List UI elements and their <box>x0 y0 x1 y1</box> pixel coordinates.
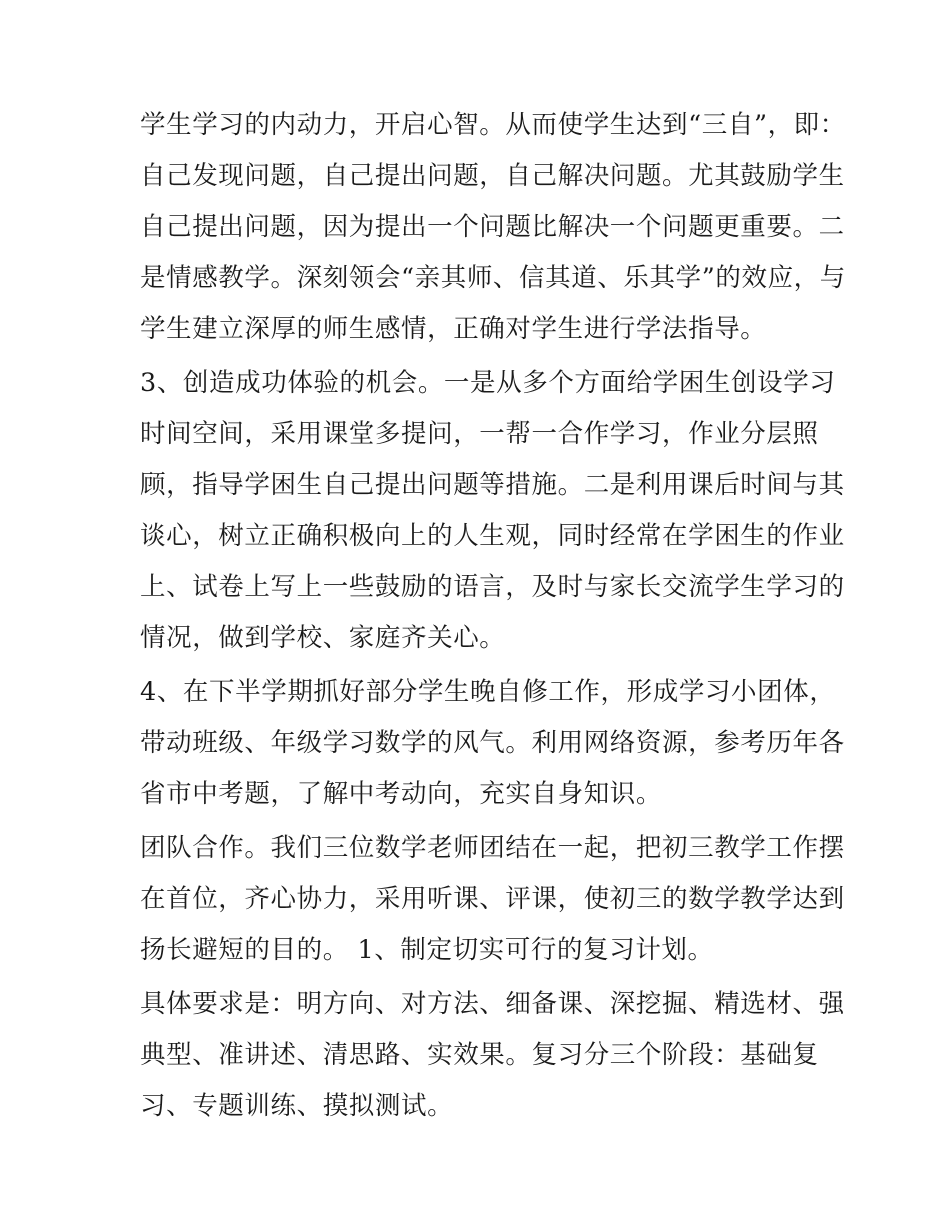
text-line: 时间空间，采用课堂多提问，一帮一合作学习，作业分层照 <box>140 419 819 449</box>
text-line: 典型、准讲述、清思路、实效果。复习分三个阶段：基础复 <box>140 1040 819 1070</box>
paragraph-2 <box>140 358 845 664</box>
text-line: 学生学习的内动力，开启心智。从而使学生达到“三自”，即： <box>140 110 846 140</box>
text-line: 学生建立深厚的师生感情，正确对学生进行学法指导。 <box>140 314 767 344</box>
text-line: 扬长避短的目的。 1、制定切实可行的复习计划。 <box>140 935 714 965</box>
text-line: 3、创造成功体验的机会。一是从多个方面给学困生创设学习 <box>140 368 836 398</box>
paragraph-3 <box>140 667 845 820</box>
text-line: 在首位，齐心协力，采用听课、评课，使初三的数学教学达到 <box>140 884 845 914</box>
text-line: 4、在下半学期抓好部分学生晚自修工作，形成学习小团体， <box>140 677 836 707</box>
text-line: 上、试卷上写上一些鼓励的语言，及时与家长交流学生学习的 <box>140 572 845 602</box>
text-line: 情况，做到学校、家庭齐关心。 <box>140 623 506 653</box>
text-line: 顾，指导学困生自己提出问题等措施。二是利用课后时间与其 <box>140 470 845 500</box>
paragraph-4 <box>140 823 845 976</box>
text-line: 团队合作。我们三位数学老师团结在一起，把初三教学工作摆 <box>140 833 845 863</box>
document-body <box>140 100 846 1132</box>
text-line: 省市中考题，了解中考动向，充实自身知识。 <box>140 779 663 809</box>
paragraph-1 <box>140 100 846 355</box>
text-line: 习、专题训练、摸拟测试。 <box>140 1091 454 1121</box>
text-line: 是情感教学。深刻领会“亲其师、信其道、乐其学”的效应，与 <box>140 263 846 293</box>
text-line: 自己发现问题，自己提出问题，自己解决问题。尤其鼓励学生 <box>140 161 845 191</box>
text-line: 带动班级、年级学习数学的风气。利用网络资源，参考历年各 <box>140 728 845 758</box>
paragraph-5 <box>140 979 845 1132</box>
text-line: 自己提出问题，因为提出一个问题比解决一个问题更重要。二 <box>140 212 845 242</box>
text-line: 具体要求是：明方向、对方法、细备课、深挖掘、精选材、强 <box>140 989 845 1019</box>
text-line: 谈心，树立正确积极向上的人生观，同时经常在学困生的作业 <box>140 521 845 551</box>
